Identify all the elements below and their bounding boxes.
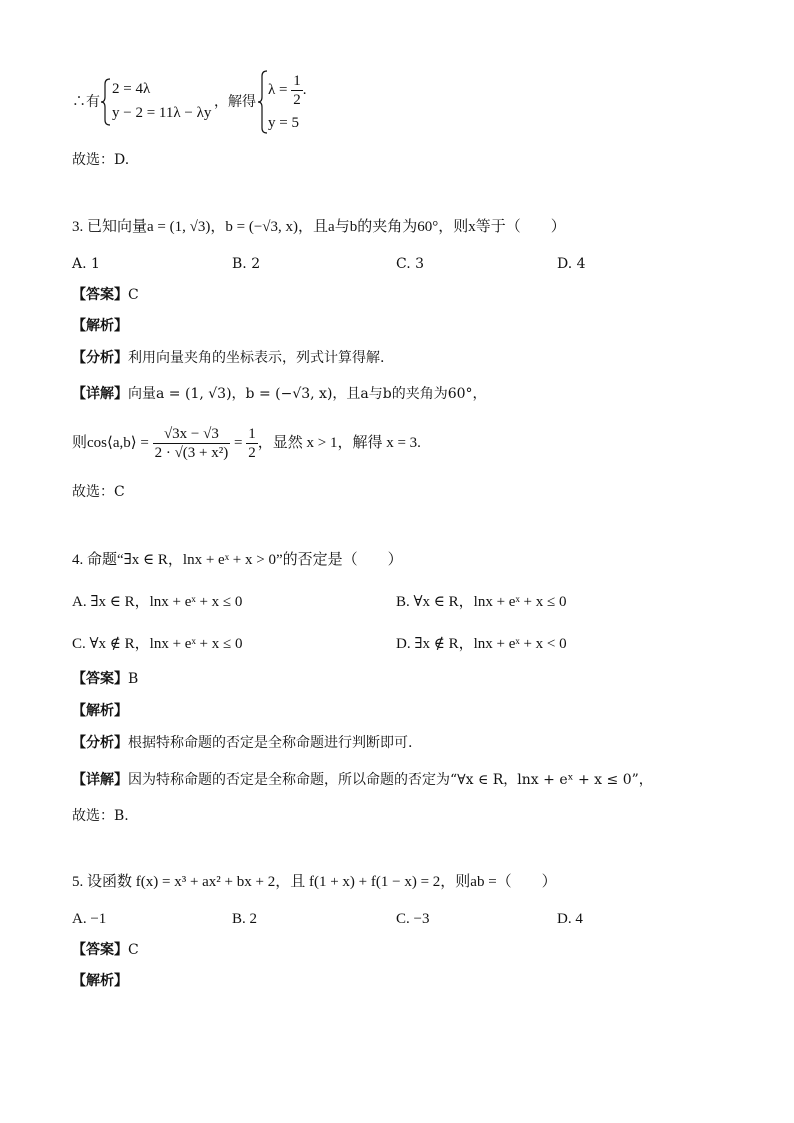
fraction-numerator: 1	[293, 73, 301, 89]
q3-calc-equals: =	[230, 434, 247, 451]
q3-option-b[interactable]: B. 2	[232, 256, 261, 272]
q4-option-b[interactable]: B. ∀x ∈ R，lnx + eˣ + x ≤ 0	[396, 594, 567, 610]
solve-label: ，解得	[214, 94, 256, 110]
fraction-denominator: 2	[248, 445, 256, 461]
q4-detail	[72, 770, 653, 790]
q3-separator: ，	[210, 219, 226, 235]
q3-choice: 故选：C	[72, 484, 125, 500]
fraction-numerator: √3x − √3	[153, 425, 231, 444]
q5-option-d[interactable]: D. 4	[557, 911, 583, 927]
solution-brace-icon	[258, 70, 268, 134]
q5-option-c[interactable]: C. −3	[396, 911, 430, 927]
q4-answer-value: B	[128, 671, 139, 687]
solution-lambda-lhs: λ =	[268, 81, 292, 98]
detail-tag: 【详解】	[72, 386, 128, 402]
q5-stem: 5. 设函数 f(x) = x³ + ax² + bx + 2，且 f(1 + x) + f(1 − x) = 2，则ab =（ ）	[72, 874, 557, 890]
q3-stem	[72, 217, 566, 237]
q3-analysis-tag: 【解析】	[72, 318, 128, 334]
solution-y: y = 5	[268, 115, 299, 131]
q3-calc-result-fraction	[246, 425, 258, 462]
q3-stem-prefix: 3. 已知向量	[72, 219, 148, 235]
q3-detail-text: 向量a = (1, √3)，b = (−√3, x)，且a与b的夹角为60°，	[128, 386, 487, 402]
q5-answer-value: C	[128, 942, 139, 958]
answer-tag: 【答案】	[72, 671, 128, 687]
q3-vector-b: b = (−√3, x)	[225, 219, 299, 235]
solution-lambda	[268, 72, 306, 109]
q5-analysis-tag: 【解析】	[72, 973, 128, 989]
solution-lambda-fraction	[291, 72, 303, 109]
q4-fenxi	[72, 733, 412, 753]
q4-option-a[interactable]: A. ∃x ∈ R，lnx + eˣ + x ≤ 0	[72, 594, 243, 610]
fraction-denominator: 2	[293, 92, 301, 108]
system-equation-1: 2 = 4λ	[112, 81, 151, 97]
answer-tag: 【答案】	[72, 287, 128, 303]
q3-answer	[72, 285, 139, 305]
q3-calc-prefix: 则cos⟨a,b⟩ =	[72, 434, 153, 451]
q3-calc-suffix: ，显然 x > 1，解得 x = 3.	[257, 434, 421, 451]
q3-option-d[interactable]: D. 4	[557, 256, 586, 272]
q4-analysis-tag: 【解析】	[72, 703, 128, 719]
q3-calculation	[72, 425, 421, 462]
q4-option-d[interactable]: D. ∃x ∉ R，lnx + eˣ + x < 0	[396, 636, 567, 652]
q3-fenxi-text: 利用向量夹角的坐标表示，列式计算得解.	[128, 350, 385, 366]
q4-option-c[interactable]: C. ∀x ∉ R，lnx + eˣ + x ≤ 0	[72, 636, 243, 652]
system-equation-2: y − 2 = 11λ − λy	[112, 105, 212, 121]
fraction-numerator: 1	[248, 426, 256, 442]
q3-vector-a: a = (1, √3)	[147, 219, 211, 235]
q4-detail-text: 因为特称命题的否定是全称命题，所以命题的否定为“∀x ∈ R，lnx + eˣ + x ≤ 0”，	[128, 772, 653, 788]
q3-stem-suffix: ，且a与b的夹角为60°，则x等于（ ）	[298, 219, 566, 235]
answer-tag: 【答案】	[72, 942, 128, 958]
fraction-denominator: 2 · √(3 + x²)	[154, 445, 229, 461]
q3-option-a[interactable]: A. 1	[72, 256, 100, 272]
q3-fenxi	[72, 348, 384, 368]
q4-fenxi-text: 根据特称命题的否定是全称命题进行判断即可.	[128, 735, 413, 751]
q3-detail	[72, 384, 487, 404]
fenxi-tag: 【分析】	[72, 350, 128, 366]
prev-therefore-label: ∴有	[72, 94, 100, 110]
prev-choice: 故选：D.	[72, 152, 130, 168]
q3-answer-value: C	[128, 287, 139, 303]
q3-option-c[interactable]: C. 3	[396, 256, 425, 272]
q4-stem: 4. 命题“∃x ∈ R，lnx + eˣ + x > 0”的否定是（ ）	[72, 552, 403, 568]
q5-answer	[72, 940, 139, 960]
q3-calc-fraction	[153, 425, 231, 462]
q5-option-a[interactable]: A. −1	[72, 911, 107, 927]
fenxi-tag: 【分析】	[72, 735, 128, 751]
solution-lambda-period: .	[302, 81, 307, 98]
q4-choice: 故选：B.	[72, 808, 129, 824]
q5-option-b[interactable]: B. 2	[232, 911, 258, 927]
system-brace-left-icon	[101, 78, 111, 126]
q4-answer	[72, 669, 138, 689]
detail-tag: 【详解】	[72, 772, 128, 788]
